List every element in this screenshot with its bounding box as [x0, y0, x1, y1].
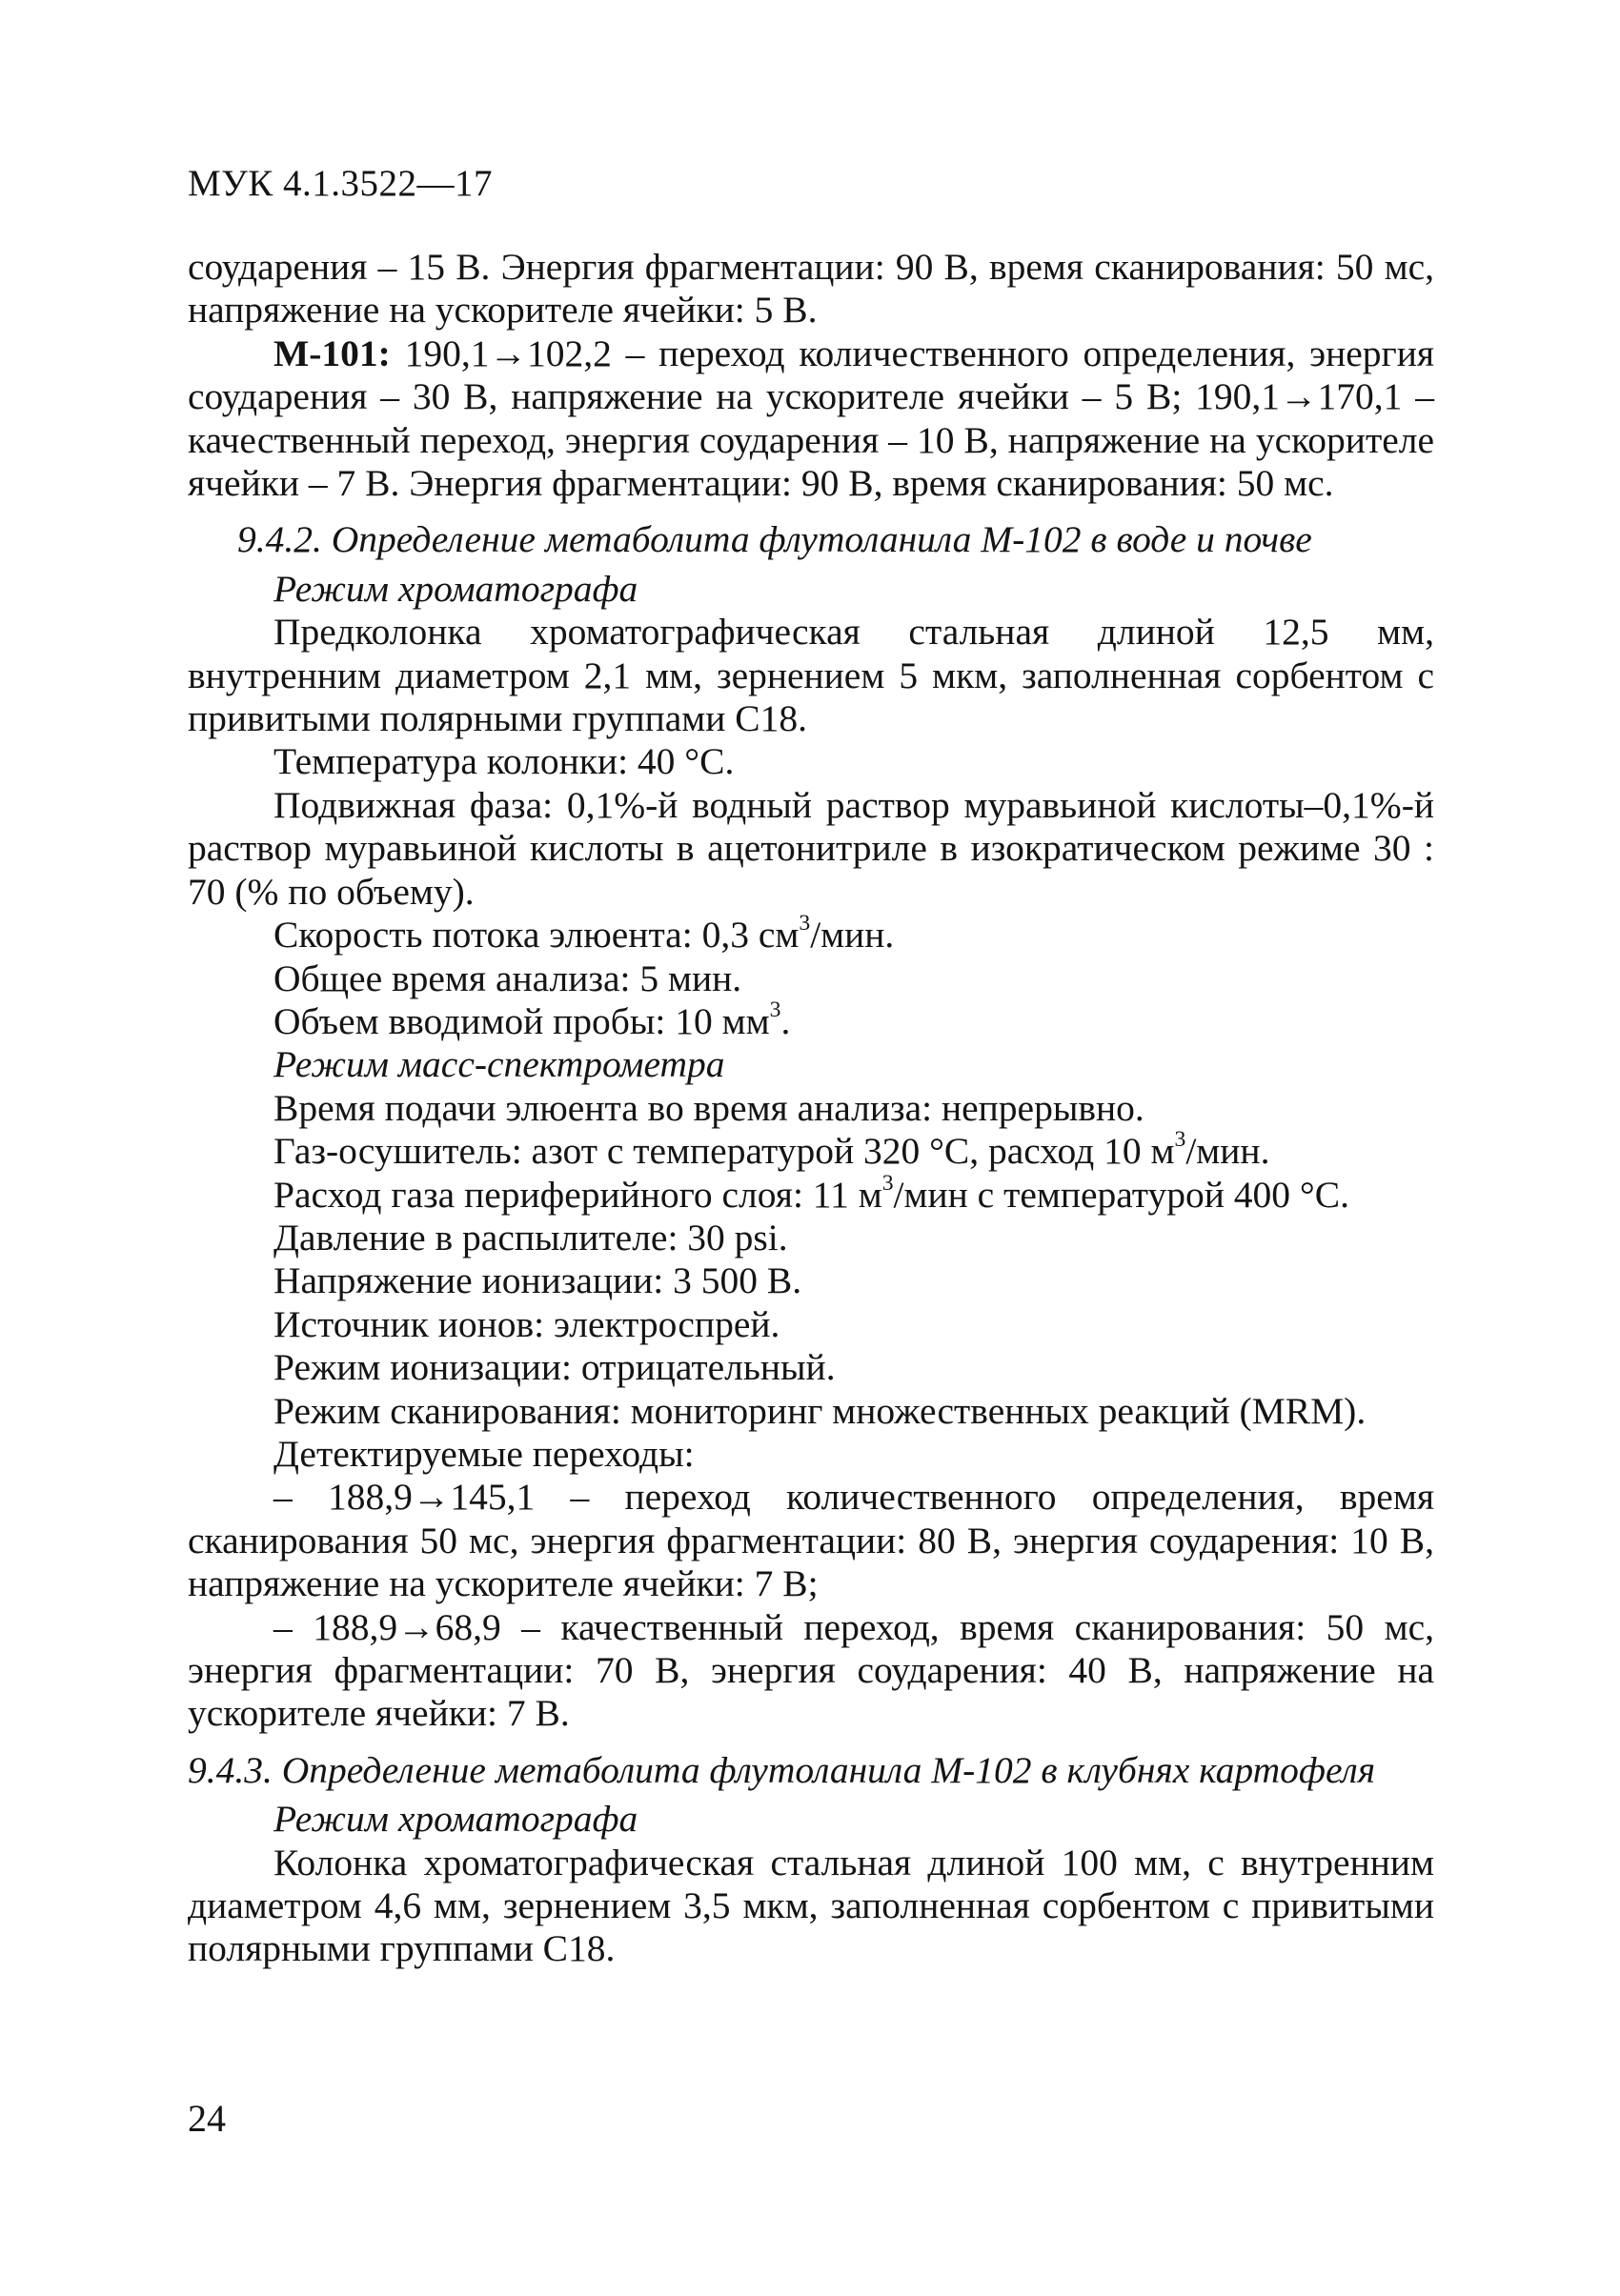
nebulizer-pressure: Давление в распылителе: 30 psi. [273, 1216, 788, 1259]
flow-rate-unit: /мин. [810, 914, 895, 957]
sheath-gas-sup: 3 [881, 1170, 894, 1196]
mass-spectrometer-mode-heading: Режим масс-спектрометра [273, 1043, 725, 1086]
eluent-feed-time: Время подачи элюента во время анализа: непрерывно. [273, 1086, 1144, 1129]
section-943-title: 9.4.3. Определение метаболита флутоланила М-102 в клубнях картофеля [188, 1748, 1376, 1791]
continued-paragraph: соударения – 15 В. Энергия фрагментации: 90 В, время сканирования: 50 мс, напряжение на ускорителе ячейки: 5 В. [188, 246, 1434, 332]
page-number: 24 [188, 2097, 226, 2140]
ion-source: Источник ионов: электроспрей. [273, 1302, 780, 1345]
page-content [188, 246, 1434, 1971]
flow-rate [188, 911, 1434, 957]
m101-paragraph [188, 332, 1434, 506]
transitions-label: Детектируемые переходы: [273, 1432, 695, 1475]
scan-mode: Режим сканирования: мониторинг множественных реакций (MRM). [273, 1389, 1367, 1432]
transition-1: – 188,9→145,1 – переход количественного определения, время сканирования 50 мс, энергия фрагментации: 80 В, энергия соударения: 10 В, напряжение на ускорителе ячейки: 7 В; [188, 1476, 1434, 1605]
drying-gas [188, 1127, 1434, 1173]
chromatograph-mode-heading: Режим хроматографа [273, 567, 638, 610]
sheath-gas-text: Расход газа периферийного слоя: 11 м [273, 1173, 882, 1216]
m101-text: 190,1→102,2 – переход количественного определения, энергия соударения – 30 В, напряжение на ускорителе ячейки – 5 В; 190,1→170,1 – качественный переход, энергия соударения – 10 В, напряжение на ускорителе ячейки – 7 В. Энергия фрагментации: 90 В, время сканирования: 50 мс. [188, 332, 1435, 505]
transition-2: – 188,9→68,9 – качественный переход, время сканирования: 50 мс, энергия фрагментации: 70 В, энергия соударения: 40 В, напряжение на ускорителе ячейки: 7 В. [188, 1605, 1434, 1735]
chromatograph-mode-heading-2: Режим хроматографа [273, 1798, 638, 1841]
mobile-phase-paragraph: Подвижная фаза: 0,1%-й водный раствор муравьиной кислоты–0,1%-й раствор муравьиной кислоты в ацетонитриле в изократическом режиме 30 : 70 (% по объему). [188, 783, 1434, 913]
total-analysis-time: Общее время анализа: 5 мин. [273, 957, 742, 999]
flow-rate-text: Скорость потока элюента: 0,3 см [273, 914, 800, 957]
section-942-title: 9.4.2. Определение метаболита флутоланила М-102 в воде и почве [237, 518, 1312, 561]
drying-gas-text: Газ-осушитель: азот с температурой 320 °С, расход 10 м [273, 1130, 1175, 1173]
document-code-header: МУК 4.1.3522—17 [188, 163, 494, 204]
sample-volume-sup: 3 [769, 997, 781, 1023]
precolumn-paragraph: Предколонка хроматографическая стальная длиной 12,5 мм, внутренним диаметром 2,1 мм, зернением 5 мкм, заполненная сорбентом с привитыми полярными группами С18. [188, 611, 1434, 740]
column-temperature: Температура колонки: 40 °C. [273, 740, 735, 783]
column-paragraph: Колонка хроматографическая стальная длиной 100 мм, с внутренним диаметром 4,6 мм, зернением 3,5 мкм, заполненная сорбентом с привитыми полярными группами С18. [188, 1841, 1434, 1970]
drying-gas-sup: 3 [1174, 1127, 1186, 1153]
sample-volume-text: Объем вводимой пробы: 10 мм [273, 999, 770, 1042]
sheath-gas [188, 1170, 1434, 1217]
flow-rate-sup: 3 [799, 911, 811, 937]
ionization-voltage: Напряжение ионизации: 3 500 В. [273, 1259, 802, 1302]
ionization-mode: Режим ионизации: отрицательный. [273, 1346, 836, 1389]
m101-label: М-101: [273, 332, 391, 374]
drying-gas-unit: /мин. [1185, 1130, 1270, 1173]
sample-volume [188, 997, 1434, 1043]
sheath-gas-unit: /мин с температурой 400 °С. [893, 1173, 1349, 1216]
sample-volume-end: . [780, 999, 791, 1042]
